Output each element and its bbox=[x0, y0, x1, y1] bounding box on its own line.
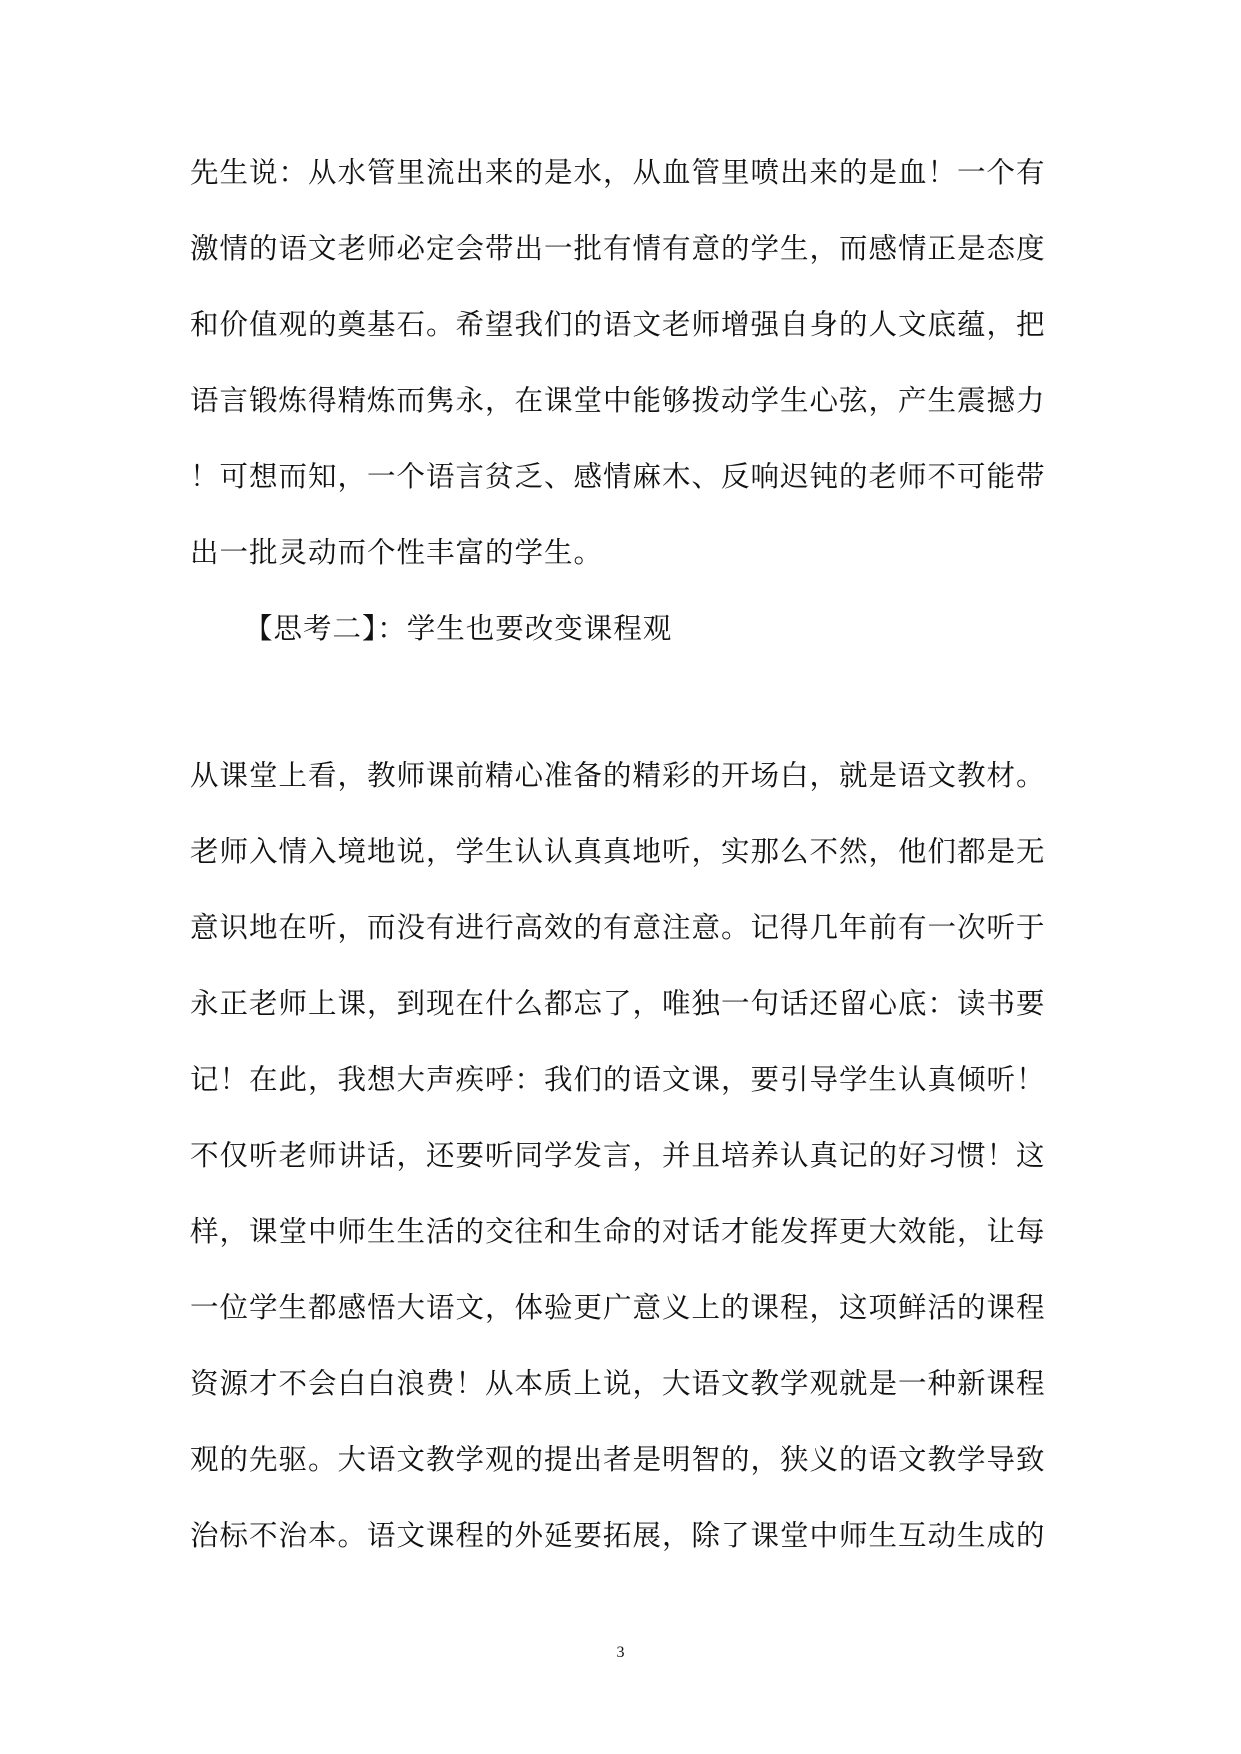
paragraph-2-line: 不仅听老师讲话，还要听同学发言，并且培养认真记的好习惯！这 bbox=[190, 1139, 1046, 1172]
page-number: 3 bbox=[616, 1644, 625, 1661]
paragraph-2-line: 观的先驱。大语文教学观的提出者是明智的，狭义的语文教学导致 bbox=[190, 1443, 1046, 1476]
paragraph-2-line: 永正老师上课，到现在什么都忘了，唯独一句话还留心底：读书要 bbox=[190, 987, 1046, 1020]
paragraph-2-line: 从课堂上看，教师课前精心准备的精彩的开场白，就是语文教材。 bbox=[190, 759, 1046, 792]
paragraph-2-line: 老师入情入境地说，学生认认真真地听，实那么不然，他们都是无 bbox=[190, 835, 1046, 868]
paragraph-2-line: 样，课堂中师生生活的交往和生命的对话才能发挥更大效能，让每 bbox=[190, 1215, 1046, 1248]
paragraph-2-line: 治标不治本。语文课程的外延要拓展，除了课堂中师生互动生成的 bbox=[190, 1519, 1046, 1552]
paragraph-2-line: 一位学生都感悟大语文，体验更广意义上的课程，这项鲜活的课程 bbox=[190, 1291, 1046, 1324]
section-heading: 【思考二】：学生也要改变课程观 bbox=[244, 612, 673, 645]
paragraph-1-line: 和价值观的奠基石。希望我们的语文老师增强自身的人文底蕴，把 bbox=[190, 308, 1046, 341]
paragraph-1-line: ！可想而知，一个语言贫乏、感情麻木、反响迟钝的老师不可能带 bbox=[190, 460, 1046, 493]
paragraph-2-line: 记！在此，我想大声疾呼：我们的语文课，要引导学生认真倾听！ bbox=[190, 1063, 1046, 1096]
paragraph-1-line: 出一批灵动而个性丰富的学生。 bbox=[190, 536, 604, 569]
paragraph-2-line: 资源才不会白白浪费！从本质上说，大语文教学观就是一种新课程 bbox=[190, 1367, 1046, 1400]
paragraph-1-line: 激情的语文老师必定会带出一批有情有意的学生，而感情正是态度 bbox=[190, 232, 1046, 265]
paragraph-1-line: 先生说：从水管里流出来的是水，从血管里喷出来的是血！一个有 bbox=[190, 156, 1046, 189]
paragraph-2-line: 意识地在听，而没有进行高效的有意注意。记得几年前有一次听于 bbox=[190, 911, 1046, 944]
paragraph-1-line: 语言锻炼得精炼而隽永，在课堂中能够拨动学生心弦，产生震撼力 bbox=[190, 384, 1046, 417]
